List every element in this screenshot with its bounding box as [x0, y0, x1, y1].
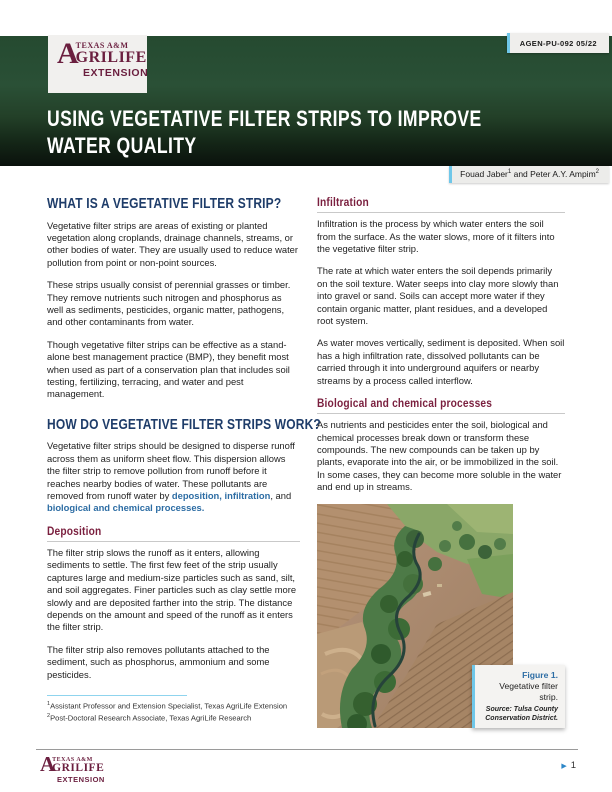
publication-number-badge: AGEN-PU-092 05/22 — [507, 33, 609, 53]
footnote-rule — [47, 695, 187, 696]
paragraph-with-terms — [47, 440, 300, 514]
header-band — [0, 36, 612, 166]
paragraph: Vegetative filter strips are areas of existing or planted vegetation along croplands, drainage channels, streams, or other bodies of water. They are usually used to reduce water pollution from point or non-point sources. — [47, 219, 299, 268]
logo-texas-am: TEXAS A&M — [75, 41, 129, 50]
figure-caption — [472, 665, 565, 727]
paragraph: The filter strip slows the runoff as it enters, allowing sediments to settle. The first few feet of the strip usually captures large and medium-size particles such as sand, silt, and soil aggregates. Finer particles such as clay settle more slowly and are deposited farther into the strip. The distance depends on the amount and speed of the runoff as it enters the filter strip. — [47, 546, 297, 633]
subsection-heading-bio-chem: Biological and chemical processes — [317, 397, 565, 414]
left-column — [47, 195, 321, 728]
figure-1 — [317, 504, 558, 728]
logo-agrilife: GRILIFE — [75, 49, 147, 66]
subsection-heading-infiltration: Infiltration — [317, 196, 565, 213]
author-byline — [449, 166, 609, 183]
author-2-footnote-ref: 2 — [595, 169, 599, 176]
page-number — [561, 760, 576, 771]
paragraph: As nutrients and pesticides enter the soil, biological and chemical processes break down or transform these compounds. The new compounds can be taken up by plants, evaporate into the air, or be immobilized in the soil. In some cases, they can become more soluble in the water and end up in streams. — [317, 419, 562, 493]
section-heading-what-is: WHAT IS A VEGETATIVE FILTER STRIP? — [47, 195, 282, 212]
subsection-heading-deposition: Deposition — [47, 525, 300, 542]
page-title — [47, 106, 482, 160]
footer-agrilife-logo: A TEXAS A&M GRILIFE EXTENSION — [40, 752, 105, 784]
figure-source: Source: Tulsa County Conservation District. — [485, 705, 558, 722]
section-heading-how-work: HOW DO VEGETATIVE FILTER STRIPS WORK? — [47, 415, 321, 433]
figure-caption-text: Vegetative filter strip. — [499, 681, 558, 702]
logo-extension: EXTENSION — [83, 67, 149, 79]
paragraph: The rate at which water enters the soil depends primarily on the soil texture. Water seeps into clay more slowly than into gravel or sand. Soils can accept more water if they contain organic matter, plant residues, and a developed root system. — [317, 265, 559, 327]
footnotes — [47, 695, 317, 725]
author-1-footnote-ref: 1 — [507, 169, 512, 176]
body-columns — [47, 196, 565, 728]
logo-big-a: A — [57, 37, 78, 70]
figure-label: Figure 1. — [522, 670, 558, 681]
paragraph-mid: , and — [270, 489, 292, 501]
byline-connector: and — [511, 169, 531, 179]
footnote-2: $^2$Post-Doctoral Research Associate, Texas AgriLife Research — [47, 713, 252, 723]
title-line-1: USING VEGETATIVE FILTER STRIPS TO IMPROVE — [47, 106, 482, 131]
paragraph: As water moves vertically, sediment is deposited. When soil has a high infiltration rate, dissolved pollutants can be carried through it into underground aquifers or nearby streams by a process called interflow. — [317, 337, 565, 386]
footer-divider — [36, 749, 578, 750]
right-column — [317, 196, 565, 728]
page-arrow-icon: ▶ — [561, 762, 567, 770]
term-bio-chem: biological and chemical processes. — [47, 502, 205, 514]
paragraph-intro: Vegetative filter strips should be designed to disperse runoff across them as uniform sheet flow. This dispersion allows the filter strip to remove pollution from runoff before it reaches nearby bodies of water. These pollutants are removed from runoff water by — [47, 440, 295, 501]
title-line-2: WATER QUALITY — [47, 132, 197, 158]
paragraph: These strips usually consist of perennial grasses or timber. They remove nutrients such nitrogen and phosphorus as well as sediments, pesticides, organic matter, pathogens, and other contaminants from water. — [47, 279, 291, 328]
footnote-1: $^1$Assistant Professor and Extension Specialist, Texas AgriLife Extension — [47, 701, 288, 711]
paragraph: The filter strip also removes pollutants attached to the sediment, such as phosphorus, ammonium and some pesticides. — [47, 643, 270, 680]
author-1: Fouad Jaber — [460, 169, 508, 179]
paragraph: Infiltration is the process by which water enters the soil from the surface. As the water slows, more of it filters into the vegetative filter strip. — [317, 218, 555, 254]
page-number-value: 1 — [570, 760, 576, 771]
author-2: Peter A.Y. Ampim — [530, 169, 596, 179]
paragraph: Though vegetative filter strips can be effective as a stand-alone best management practice (BMP), they benefit most when used as part of a conservation plan that includes soil testing, fertilizing, terracing, and water and pest management. — [47, 338, 290, 400]
term-deposition-infiltration: deposition, infiltration — [171, 489, 271, 501]
agrilife-logo — [48, 35, 147, 93]
